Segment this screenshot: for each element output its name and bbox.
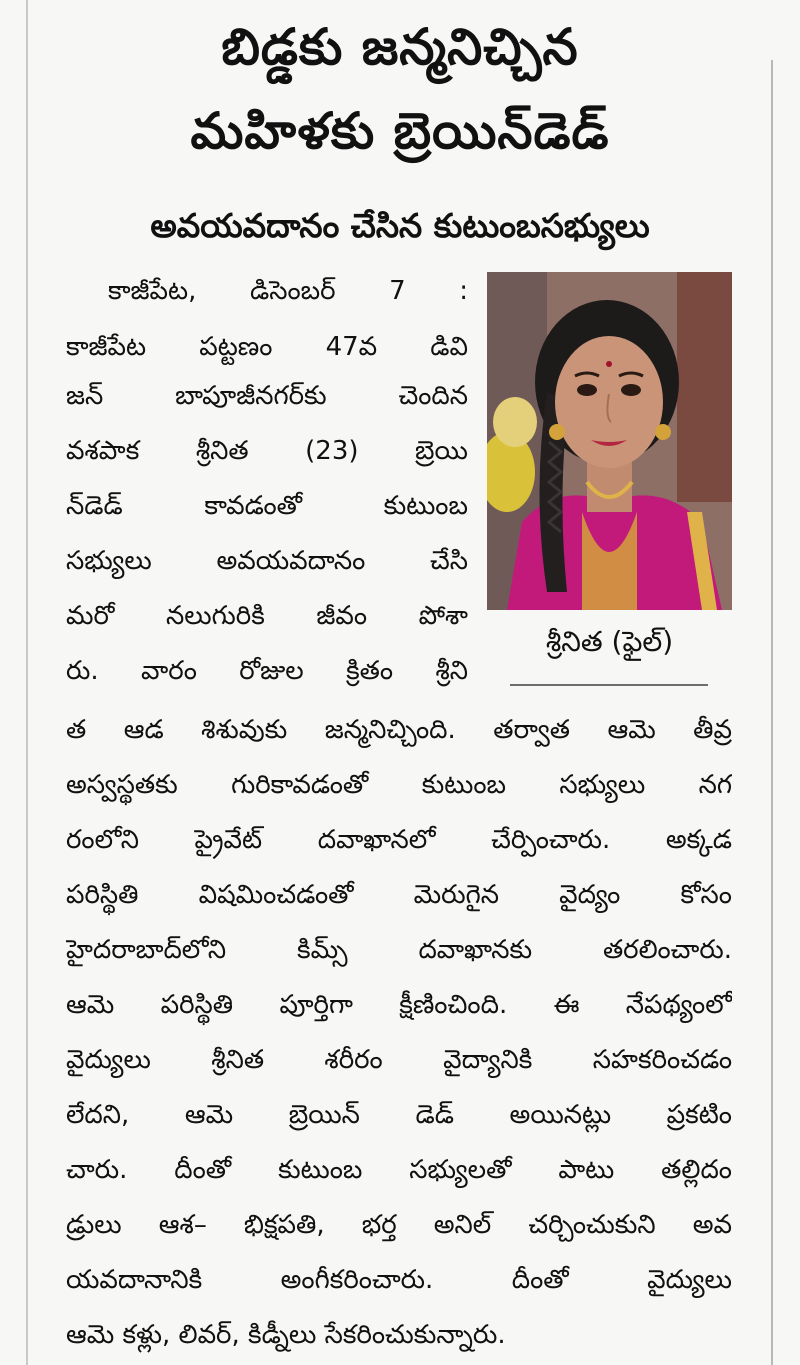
body-line: పరిస్థితి విషమించడంతో మెరుగైన వైద్యం కోసం <box>66 880 732 910</box>
body-line: యవదానానికి అంగీకరించారు. దీంతో వైద్యులు <box>66 1265 732 1295</box>
subheadline: అవయవదానం చేసిన కుటుంబసభ్యులు <box>150 206 650 245</box>
headline-line-2: మహిళకు బ్రెయిన్‌డెడ్ <box>190 102 610 160</box>
body-line: వైద్యులు శ్రీనిత శరీరం వైద్యానికి సహకరించడం <box>66 1045 732 1075</box>
column-rule-right <box>771 60 773 1365</box>
body-line: త ఆడ శిశువుకు జన్మనిచ్చింది. తర్వాత ఆమె తీవ్ర <box>66 715 732 745</box>
body-line: హైదరాబాద్‌లోని కిమ్స్ దవాఖానకు తరలించారు. <box>66 935 732 965</box>
body-line: జన్ బాపూజీనగర్‌కు చెందిన <box>66 381 468 411</box>
body-line: రు. వారం రోజుల క్రితం శ్రీని <box>66 656 468 686</box>
body-line: రంలోని ప్రైవేట్ దవాఖానలో చేర్పించారు. అక్కడ <box>66 825 732 855</box>
body-line: కాజీపేట పట్టణం 47వ డివి <box>66 332 468 362</box>
body-line: ఆమె కళ్లు, లివర్, కిడ్నీలు సేకరించుకున్నారు. <box>66 1320 506 1350</box>
body-line: సభ్యులు అవయవదానం చేసి <box>66 546 468 576</box>
body-line: వశపాక శ్రీనిత (23) బ్రెయి <box>66 436 468 466</box>
body-line: డ్రులు ఆశ– భిక్షపతి, భర్త అనిల్ చర్చించుకుని అవ <box>66 1210 732 1240</box>
portrait-photo <box>487 272 732 610</box>
body-line: ఆమె పరిస్థితి పూర్తిగా క్షీణించింది. ఈ నేపథ్యంలో <box>66 990 732 1020</box>
headline-line-1: బిడ్డకు జన్మనిచ్చిన <box>221 18 579 76</box>
body-line-dateline: కాజీపేట, డిసెంబర్ 7 : <box>108 276 468 306</box>
photo-caption: శ్రీనిత (ఫైల్) <box>545 625 674 658</box>
caption-divider <box>510 684 708 686</box>
body-line: చారు. దీంతో కుటుంబ సభ్యులతో పాటు తల్లిదం <box>66 1155 732 1185</box>
body-line: మరో నలుగురికి జీవం పోశా <box>66 601 468 631</box>
column-rule-left <box>26 0 28 1365</box>
body-line: న్‌డెడ్ కావడంతో కుటుంబ <box>66 491 468 521</box>
body-line: లేదని, ఆమె బ్రెయిన్ డెడ్ అయినట్లు ప్రకటిం <box>66 1100 732 1130</box>
body-line: అస్వస్థతకు గురికావడంతో కుటుంబ సభ్యులు నగ <box>66 770 732 800</box>
